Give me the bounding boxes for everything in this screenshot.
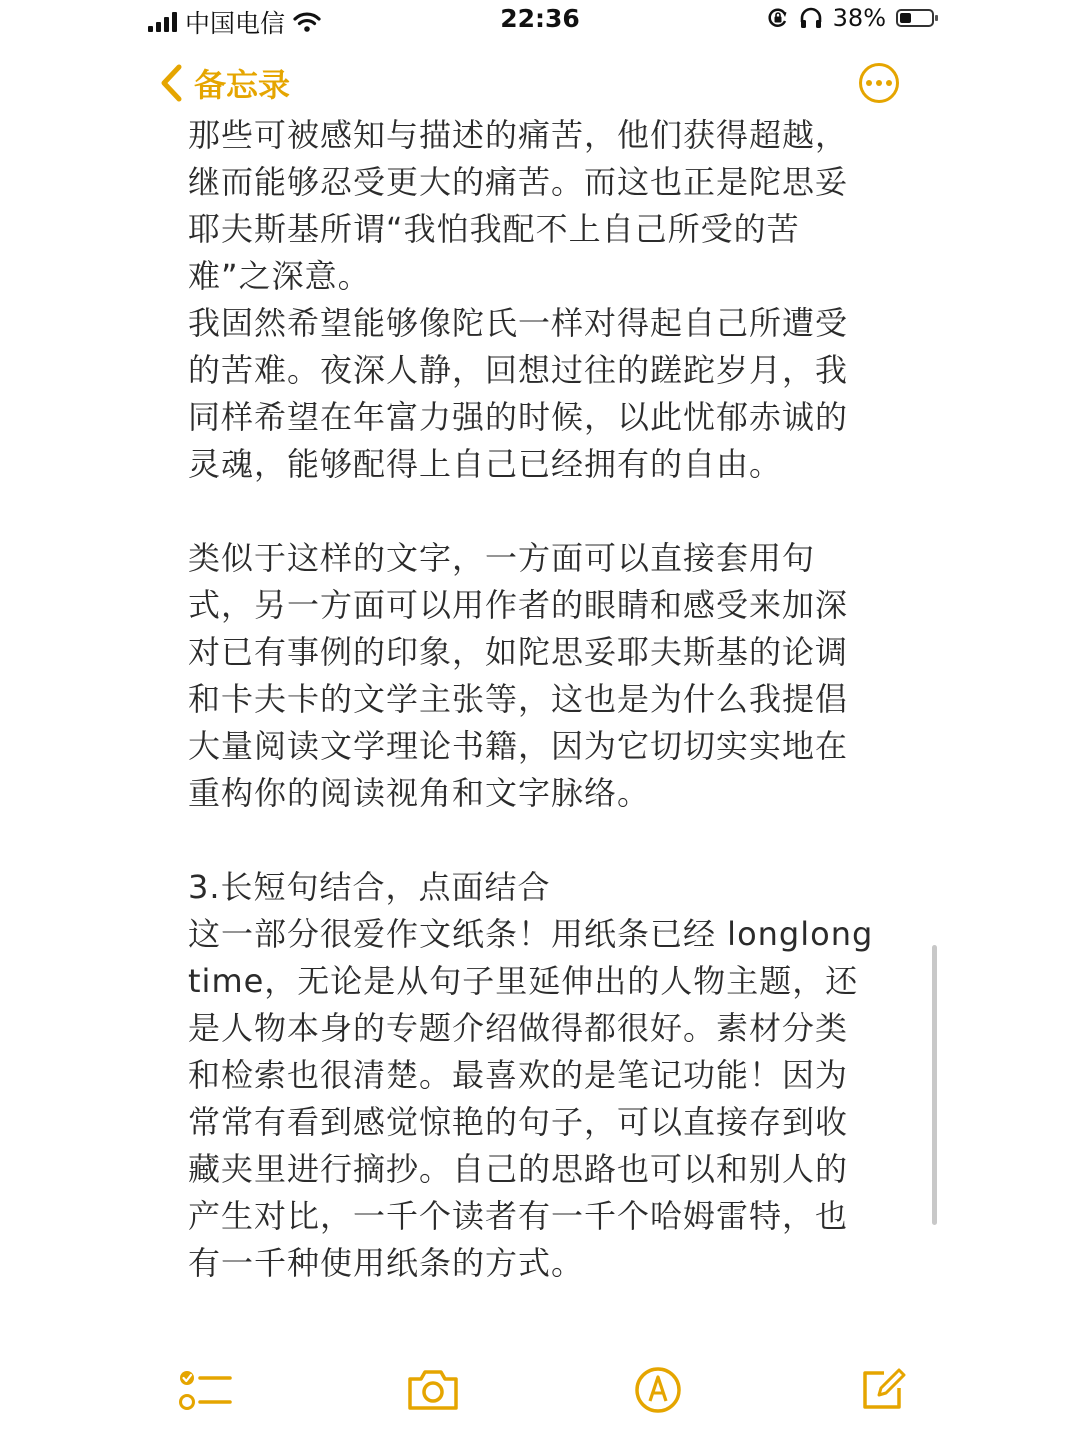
battery-percent: 38% (832, 4, 886, 32)
checklist-button[interactable] (175, 1360, 235, 1420)
bottom-toolbar (0, 1360, 1080, 1430)
nav-bar (0, 50, 1080, 120)
more-icon (866, 80, 872, 86)
note-paragraph: 类似于这样的文字，一方面可以直接套用句式，另一方面可以用作者的眼睛和感受来加深对已有事例的印象，如陀思妥耶夫斯基的论调和卡夫卡的文学主张等，这也是为什么我提倡大量阅读文学理论书籍，因为它切切实实地在重构你的阅读视角和文字脉络。 (188, 539, 849, 812)
status-right (767, 4, 934, 32)
note-paragraph: 这一部分很爱作文纸条！用纸条已经 longlong time，无论是从句子里延伸出的人物主题，还是人物本身的专题介绍做得都很好。素材分类和检索也很清楚。最喜欢的是笔记功能！因为常常有看到感觉惊艳的句子，可以直接存到收藏夹里进行摘抄。自己的思路也可以和别人的产生对比，一千个读者有一千个哈姆雷特，也有一千种使用纸条的方式。 (188, 915, 885, 1282)
note-paragraph: 那些可被感知与描述的痛苦，他们获得超越，继而能够忍受更大的痛苦。而这也正是陀思妥耶夫斯基所谓“我怕我配不上自己所受的苦难”之深意。 (188, 116, 849, 295)
note-paragraph: 我固然希望能够像陀氏一样对得起自己所遭受的苦难。夜深人静，回想过往的蹉跎岁月，我同样希望在年富力强的时候，以此忧郁赤诚的灵魂，能够配得上自己已经拥有的自由。 (188, 304, 849, 483)
back-label: 备忘录 (194, 66, 291, 104)
camera-button[interactable] (403, 1360, 463, 1420)
note-body[interactable] (188, 112, 885, 1327)
clock: 22:36 (500, 4, 580, 33)
scroll-indicator[interactable] (932, 945, 937, 1225)
note-heading: 3.长短句结合，点面结合 (188, 868, 551, 906)
carrier-label: 中国电信 (185, 9, 286, 38)
back-button[interactable] (158, 60, 290, 106)
checklist-icon (178, 1366, 232, 1414)
headphones-icon (799, 7, 823, 29)
status-bar (0, 0, 1080, 44)
more-button[interactable] (859, 63, 899, 103)
camera-icon (405, 1367, 461, 1413)
orientation-lock-icon (767, 7, 789, 29)
markup-button[interactable] (628, 1360, 688, 1420)
compose-button[interactable] (852, 1360, 912, 1420)
battery-level (900, 13, 911, 23)
compose-icon (857, 1365, 907, 1415)
chevron-left-icon (158, 63, 184, 103)
battery-icon (896, 9, 934, 27)
markup-icon (633, 1365, 683, 1415)
